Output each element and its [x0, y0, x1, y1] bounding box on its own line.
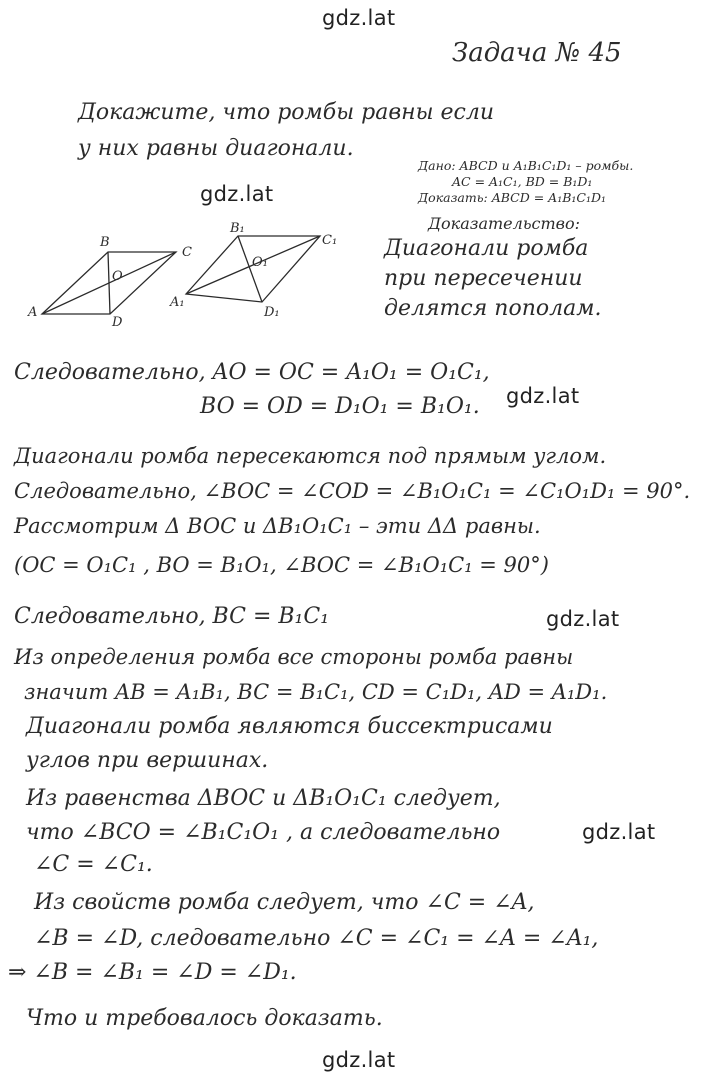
- proof-line-6: (OC = O₁C₁ , BO = B₁O₁, ∠BOC = ∠B₁O₁C₁ = 90°): [14, 553, 549, 577]
- watermark-mid-right: gdz.lat: [506, 384, 580, 408]
- given-line-3: Доказать: ABCD = A₁B₁C₁D₁: [418, 190, 607, 205]
- proof-intro-2: при пересечении: [384, 266, 583, 291]
- figure2-label-o: O₁: [252, 255, 268, 270]
- figure1-label-o: O: [112, 269, 123, 284]
- proof-intro-1: Диагонали ромба: [384, 236, 589, 261]
- proof-line-12: Из равенства ΔBOC и ΔB₁O₁C₁ следует,: [26, 786, 501, 811]
- proof-line-2: BO = OD = D₁O₁ = B₁O₁.: [200, 394, 480, 419]
- proof-intro-3: делятся пополам.: [384, 296, 602, 321]
- figure1-label-c: C: [182, 245, 192, 260]
- proof-line-11: углов при вершинах.: [26, 748, 269, 773]
- proof-line-7: Следовательно, BC = B₁C₁: [14, 604, 330, 629]
- watermark-top: gdz.lat: [322, 6, 396, 30]
- figure2-label-a: A₁: [170, 295, 185, 310]
- proof-line-16: ∠B = ∠D, следовательно ∠C = ∠C₁ = ∠A = ∠A₁,: [34, 926, 599, 951]
- proof-line-8: Из определения ромба все стороны ромба равны: [14, 645, 574, 669]
- given-line-1: Дано: ABCD и A₁B₁C₁D₁ – ромбы.: [418, 158, 634, 173]
- proof-line-10: Диагонали ромба являются биссектрисами: [26, 714, 553, 739]
- watermark-right: gdz.lat: [546, 607, 620, 631]
- figure1-label-d: D: [112, 315, 123, 330]
- proof-line-1: Следовательно, AO = OC = A₁O₁ = O₁C₁,: [14, 360, 490, 385]
- proof-line-15: Из свойств ромба следует, что ∠C = ∠A,: [34, 890, 535, 915]
- proof-line-4: Следовательно, ∠BOC = ∠COD = ∠B₁O₁C₁ = ∠C₁O₁D₁ = 90°.: [14, 479, 691, 503]
- statement-line-1: Докажите, что ромбы равны если: [78, 100, 495, 125]
- watermark-lower-right: gdz.lat: [582, 820, 656, 844]
- proof-heading: Доказательство:: [428, 214, 581, 233]
- proof-line-14: ∠C = ∠C₁.: [34, 852, 153, 877]
- figure2-label-c: C₁: [322, 233, 338, 248]
- figure1-label-b: B: [100, 235, 110, 250]
- given-line-2: AC = A₁C₁, BD = B₁D₁: [452, 174, 593, 189]
- figure1-label-a: A: [28, 305, 38, 320]
- statement-line-2: у них равны диагонали.: [78, 136, 354, 161]
- proof-line-17: ⇒ ∠B = ∠B₁ = ∠D = ∠D₁.: [8, 960, 297, 985]
- proof-line-9: значит AB = A₁B₁, BC = B₁C₁, CD = C₁D₁, AD = A₁D₁.: [24, 680, 608, 704]
- proof-line-5: Рассмотрим Δ BOC и ΔB₁O₁C₁ – эти ΔΔ равны.: [14, 514, 541, 538]
- watermark-left: gdz.lat: [200, 182, 274, 206]
- watermark-bottom: gdz.lat: [322, 1048, 396, 1072]
- task-title: Задача № 45: [452, 38, 622, 68]
- proof-line-3: Диагонали ромба пересекаются под прямым углом.: [14, 444, 607, 468]
- proof-conclusion: Что и требовалось доказать.: [26, 1006, 383, 1031]
- figure2-label-b: B₁: [230, 222, 245, 236]
- figure2-label-d: D₁: [264, 305, 280, 320]
- rhombus-figures: [20, 222, 360, 332]
- proof-line-13: что ∠BCO = ∠B₁C₁O₁ , а следовательно: [26, 820, 501, 845]
